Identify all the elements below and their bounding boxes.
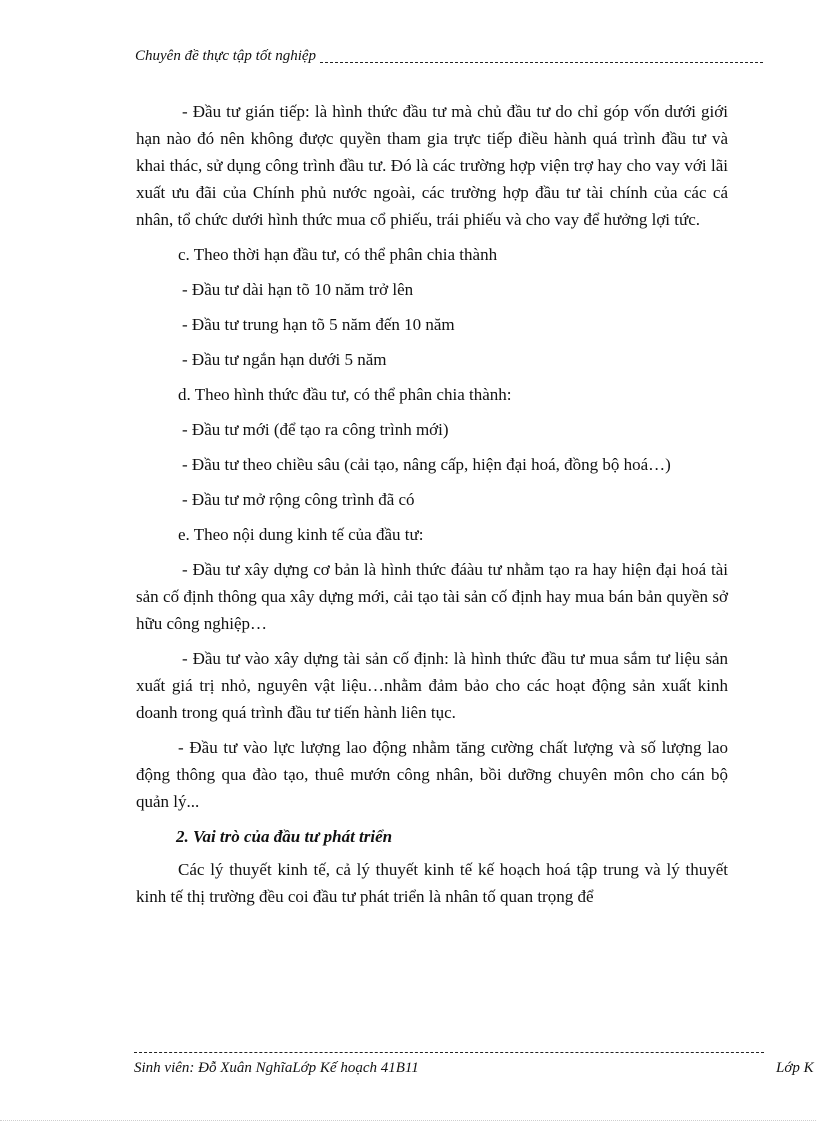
page-bottom-rule: [0, 1120, 816, 1121]
header-dashed-rule: [320, 62, 763, 63]
section-heading: 2. Vai trò của đầu tư phát triển: [176, 827, 393, 846]
list-item-short-term: - Đầu tư ngắn hạn dưới 5 năm: [182, 350, 387, 369]
paragraph-closing: Các lý thuyết kinh tế, cả lý thuyết kinh tế kế hoạch hoá tập trung và lý thuyết kinh tế thị trường đều coi đầu tư phát triển là nhân tố quan trọng để: [136, 860, 728, 906]
list-item-expansion: - Đầu tư mở rộng công trình đã có: [182, 490, 415, 509]
footer-dashed-rule: [134, 1052, 764, 1053]
list-item-new-investment: - Đầu tư mới (để tạo ra công trình mới): [182, 420, 449, 439]
footer-student-info: Sinh viên: Đỗ Xuân NghĩaLớp Kế hoạch 41B11: [134, 1060, 419, 1076]
paragraph-by-duration: c. Theo thời hạn đầu tư, có thể phân chia thành: [178, 245, 498, 264]
list-item-depth-investment: - Đầu tư theo chiều sâu (cải tạo, nâng cấp, hiện đại hoá, đồng bộ hoá…): [182, 455, 671, 474]
header-title: Chuyên đề thực tập tốt nghiệp: [135, 48, 317, 64]
document-body: [136, 98, 728, 918]
paragraph-fixed-assets: - Đầu tư vào xây dựng tài sản cố định: là hình thức đầu tư mua sắm tư liệu sản xuất giá trị nhỏ, nguyên vật liệu…nhằm đảm bảo cho các hoạt động sản xuất kinh doanh trong quá trình đầu tư tiến hành liên tục.: [136, 649, 728, 722]
list-item-medium-term: - Đầu tư trung hạn tõ 5 năm đến 10 năm: [182, 315, 455, 334]
page-header: [135, 46, 763, 66]
footer-class-label: Lớp K: [776, 1060, 814, 1076]
paragraph-by-form: d. Theo hình thức đầu tư, có thể phân chia thành:: [178, 385, 512, 404]
paragraph-indirect-investment: - Đầu tư gián tiếp: là hình thức đầu tư mà chủ đầu tư do chỉ góp vốn dưới giới hạn nào đó nên không được quyền tham gia trực tiếp điều hành quá trình đầu tư và khai thác, sử dụng công trình đầu tư. Đó là các trường hợp viện trợ hay cho vay với lãi xuất ưu đãi của Chính phủ nước ngoài, các trường hợp đầu tư tài chính của các cá nhân, tổ chức dưới hình thức mua cổ phiếu, trái phiếu và cho vay để hưởng lợi tức.: [136, 102, 728, 229]
list-item-long-term: - Đầu tư dài hạn tõ 10 năm trở lên: [182, 280, 414, 299]
paragraph-by-content: e. Theo nội dung kinh tế của đầu tư:: [178, 525, 424, 544]
paragraph-capital-construction: - Đầu tư xây dựng cơ bản là hình thức đáàu tư nhằm tạo ra hay hiện đại hoá tài sản cố định thông qua xây dựng mới, cải tạo tài sản cố định hay mua bán bản quyền sở hữu công nghiệp…: [136, 560, 728, 633]
paragraph-labor-force: - Đầu tư vào lực lượng lao động nhằm tăng cường chất lượng và số lượng lao động thông qua đào tạo, thuê mướn công nhân, bồi dưỡng chuyên môn cho cán bộ quản lý...: [136, 738, 728, 811]
